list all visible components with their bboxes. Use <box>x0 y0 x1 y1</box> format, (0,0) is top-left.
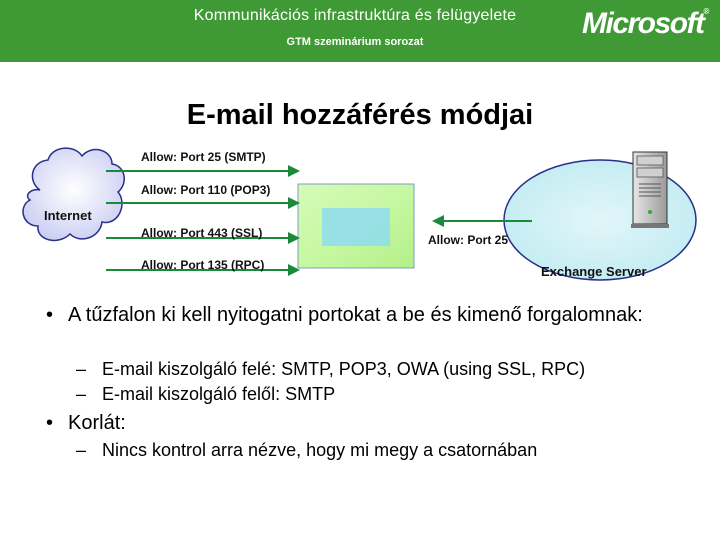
header-subtitle: GTM szeminárium sorozat <box>286 36 424 48</box>
arrow-port-25-smtp <box>106 165 300 177</box>
outbound-port-label: Allow: Port 25 <box>428 233 509 247</box>
sub-bullet-text: Nincs kontrol arra nézve, hogy mi megy a csatornában <box>102 440 538 460</box>
port-label-pop3: Allow: Port 110 (POP3) <box>141 183 271 197</box>
exchange-server-label: Exchange Server <box>541 264 647 279</box>
bullet-symbol: • <box>46 412 54 434</box>
sub-bullet-outbound <box>76 384 335 405</box>
slide-title: E-mail hozzáférés módjai <box>186 99 534 131</box>
internet-label: Internet <box>44 208 92 223</box>
header-title: Kommunikációs infrastruktúra és felügyelete <box>193 7 517 24</box>
sub-bullet-no-control <box>76 440 537 461</box>
dash-symbol: – <box>76 359 87 379</box>
dash-symbol: – <box>76 440 87 460</box>
internet-cloud <box>23 148 124 240</box>
server-icon <box>631 152 669 228</box>
sub-bullet-text: E-mail kiszolgáló felé: SMTP, POP3, OWA (using SSL, RPC) <box>102 359 586 379</box>
bullet-text: Korlát: <box>68 412 126 434</box>
bullet-text: A tűzfalon ki kell nyitogatni portokat a be és kimenő forgalomnak: <box>68 304 643 326</box>
dash-symbol: – <box>76 384 87 404</box>
port-label-smtp: Allow: Port 25 (SMTP) <box>141 150 266 164</box>
logo-trademark: ® <box>703 7 710 16</box>
sub-bullet-inbound <box>76 359 585 380</box>
sub-bullet-text: E-mail kiszolgáló felől: SMTP <box>102 384 336 404</box>
arrow-port-110-pop3 <box>106 197 300 209</box>
bullet-symbol: • <box>46 304 54 326</box>
port-label-rpc: Allow: Port 135 (RPC) <box>141 258 265 272</box>
port-label-ssl: Allow: Port 443 (SSL) <box>141 226 263 240</box>
logo-text: Microsoft <box>582 7 704 40</box>
firewall <box>298 184 414 268</box>
